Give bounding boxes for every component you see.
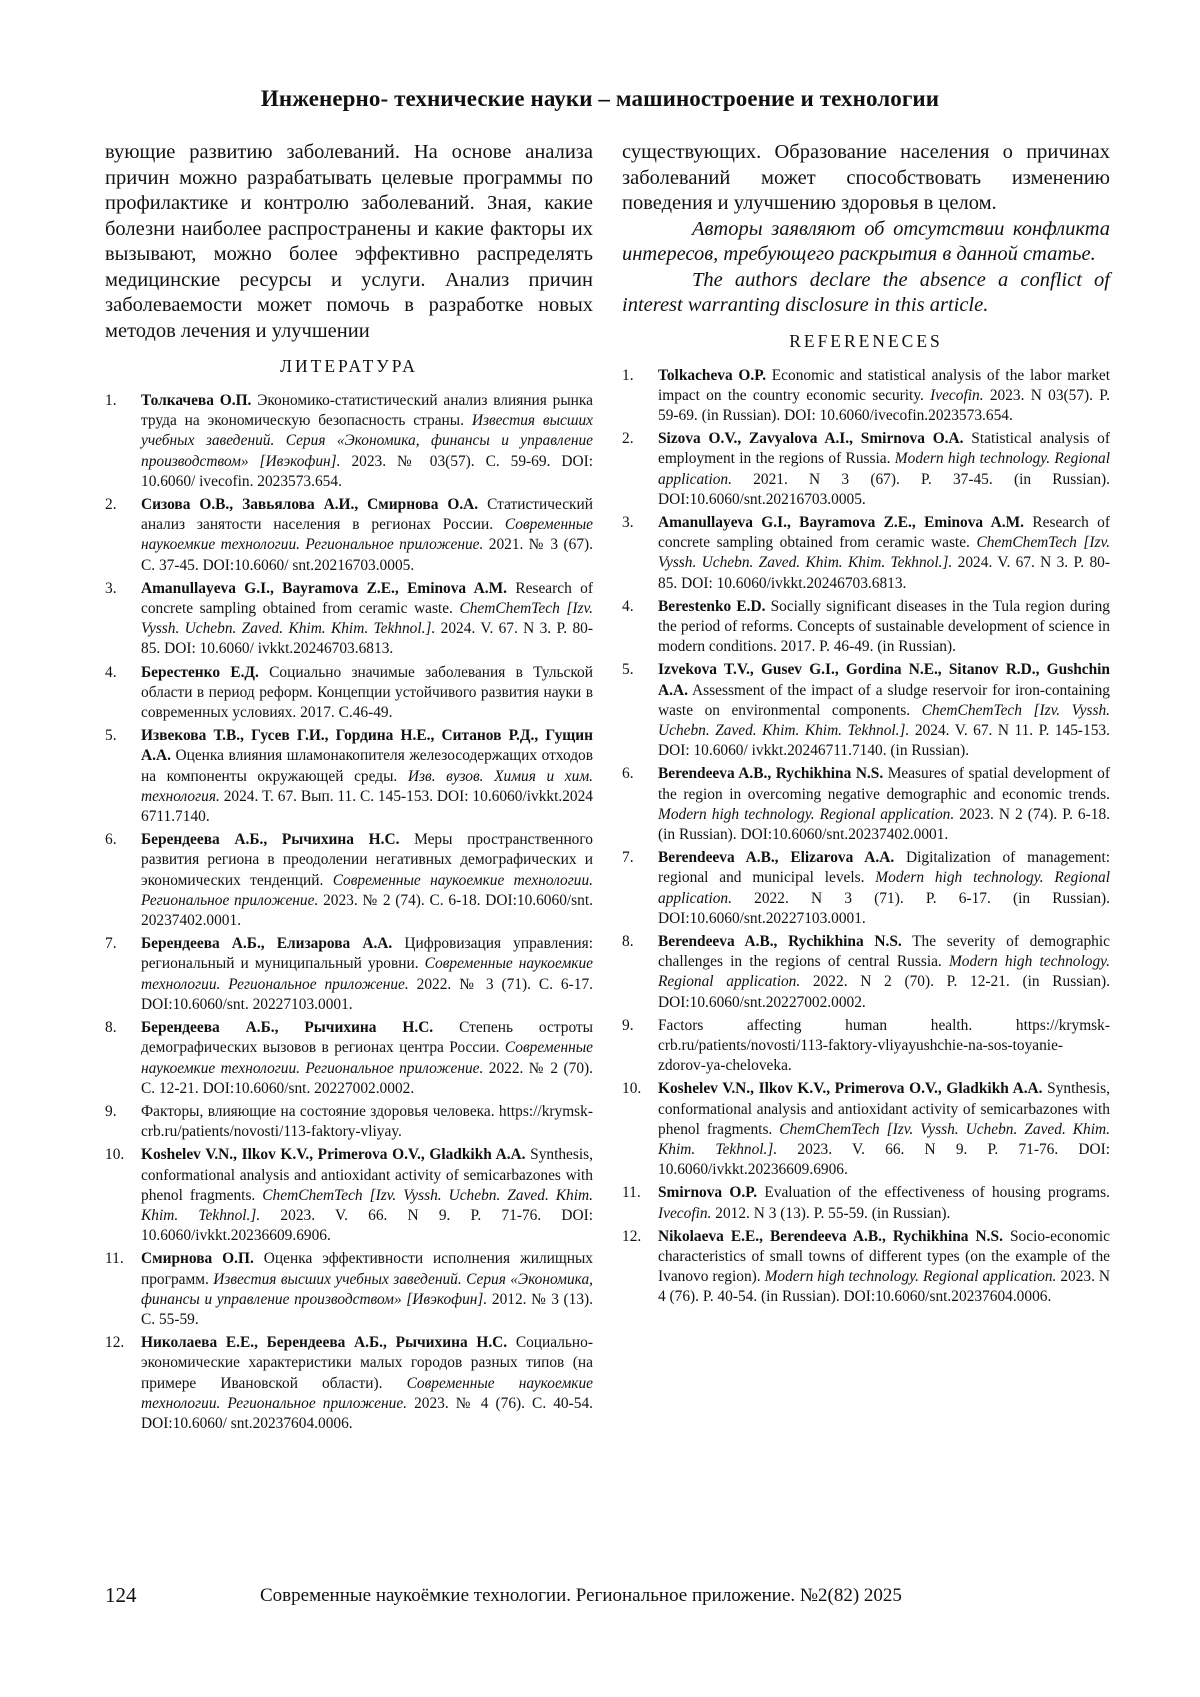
reference-item	[622, 764, 1110, 845]
reference-details: 2024. Т. 67. Вып. 11. С. 145-153. DOI: 10.6060/ivkkt.2024 6711.7140.	[141, 787, 593, 826]
literature-heading: ЛИТЕРАТУРА	[280, 356, 418, 376]
reference-item	[105, 391, 593, 492]
reference-authors: Berestenko E.D.	[658, 597, 766, 615]
reference-source: Modern high technology. Regional application.	[658, 869, 1110, 907]
reference-item	[622, 932, 1110, 1013]
reference-source: ChemChemTech [Izv. Vyssh. Uchebn. Zaved. Khim. Khim. Tekhnol.].	[658, 534, 1110, 572]
reference-text: Research of concrete sampling obtained from ceramic waste.	[141, 579, 593, 618]
reference-details: 2023. № 4 (76). С. 40-54. DOI:10.6060/ snt.20237604.0006.	[141, 1394, 593, 1432]
reference-source: ChemChemTech [Izv. Vyssh. Uchebn. Zaved. Khim. Khim. Tekhnol.].	[658, 701, 1110, 739]
reference-text: Степень остроты демографических вызовов в регионах центра России.	[141, 1019, 593, 1057]
journal-name: Современные наукоёмкие технологии. Региональное приложение. №2(82) 2025	[260, 1585, 902, 1606]
reference-number: 6.	[622, 765, 634, 783]
reference-item	[622, 848, 1110, 929]
reference-details: 2021. N 3 (67). P. 37-45. (in Russian). DOI:10.6060/snt.20216703.0005.	[658, 470, 1110, 508]
reference-details: 2021. № 3 (67). С. 37-45. DOI:10.6060/ snt.20216703.0005.	[141, 536, 593, 574]
reference-text: Assessment of the impact of a sludge reservoir for iron-containing waste on environmental components.	[658, 681, 1110, 719]
right-column	[622, 140, 1110, 1311]
reference-source: Изв. вузов. Химия и хим. технология.	[141, 767, 593, 805]
reference-text: Socio-economic characteristics of small towns of different types (on the example of the Ivanovo region).	[658, 1227, 1110, 1286]
page-header: Инженерно- технические науки – машиностроение и технологии	[260, 86, 940, 111]
reference-details: 2022. N 2 (70). P. 12-21. (in Russian). DOI:10.6060/snt.20227002.0002.	[658, 973, 1110, 1011]
reference-text: Statistical analysis of employment in the regions of Russia.	[658, 430, 1110, 468]
reference-number: 11.	[622, 1184, 641, 1202]
reference-item	[622, 429, 1110, 510]
reference-number: 12.	[105, 1334, 125, 1352]
reference-text: Меры пространственного развития региона в преодолении негативных демографических и экономических тенденций.	[141, 831, 594, 889]
reference-item	[105, 1102, 593, 1142]
reference-details: 2024. V. 67. N 3. P. 80-85. DOI: 10.6060/ivkkt.20246703.6813.	[658, 554, 1110, 592]
reference-item	[105, 663, 593, 724]
reference-details: 2023. № 2 (74). С. 6-18. DOI:10.6060/snt. 20237402.0001.	[141, 891, 593, 930]
reference-authors: Amanullayeva G.I., Bayramova Z.E., Eminova A.M.	[658, 513, 1024, 531]
reference-authors: Сизова О.В., Завьялова А.И., Смирнова О.А.	[141, 496, 479, 514]
reference-number: 8.	[105, 1019, 117, 1037]
reference-number: 7.	[622, 849, 634, 867]
reference-number: 3.	[105, 579, 117, 597]
reference-item	[622, 597, 1110, 658]
reference-details: 2022. N 3 (71). P. 6-17. (in Russian). DOI:10.6060/snt.20227103.0001.	[658, 889, 1110, 927]
reference-source: Современные наукоемкие технологии. Региональное приложение.	[141, 1374, 593, 1412]
reference-authors: Смирнова О.П.	[141, 1250, 254, 1268]
reference-details: 2023. V. 66. N 9. P. 71-76. DOI: 10.6060/ivkkt.20236609.6906.	[658, 1141, 1111, 1179]
reference-details: 2012. № 3 (13). С. 55-59.	[141, 1290, 593, 1328]
reference-item	[105, 934, 593, 1015]
reference-details: 2023. № 03(57). С. 59-69. DOI: 10.6060/ ivecofin. 2023573.654.	[141, 452, 593, 490]
reference-item	[105, 495, 593, 576]
reference-number: 5.	[622, 661, 634, 679]
reference-authors: Smirnova O.P.	[658, 1184, 758, 1202]
reference-number: 9.	[622, 1016, 634, 1034]
reference-number: 1.	[622, 366, 634, 384]
reference-text: Социально-экономические характеристики малых городов разных типов (на примере Ивановской области).	[141, 1334, 593, 1392]
reference-number: 12.	[622, 1227, 642, 1245]
reference-item	[105, 726, 593, 827]
reference-item	[622, 660, 1110, 761]
reference-text: Factors affecting human health. https://krymsk-crb.ru/patients/novosti/113-faktory-vliyayushchie-na-sos-toyanie-zdorov-ya-cheloveka.	[658, 1016, 1110, 1075]
reference-item	[622, 1183, 1110, 1223]
reference-text: Socially significant diseases in the Tula region during the period of reforms. Concepts of sustainable development of science in modern conditions. 2017. P. 46-49. (in Russian).	[658, 597, 1110, 656]
reference-text: Цифровизация управления: региональный и муниципальный уровни.	[141, 935, 593, 973]
reference-authors: Berendeeva A.B., Rychikhina N.S.	[658, 932, 902, 950]
reference-item	[622, 1016, 1110, 1077]
reference-text: Оценка эффективности исполнения жилищных программ.	[141, 1250, 593, 1288]
reference-details: 2023. V. 66. N 9. P. 71-76. DOI: 10.6060/ivkkt.20236609.6906.	[141, 1206, 594, 1245]
reference-details: 2023. N 03(57). P. 59-69. (in Russian). DOI: 10.6060/ivecofin.2023573.654.	[658, 386, 1110, 424]
reference-authors: Берендеева А.Б., Елизарова А.А.	[141, 935, 393, 953]
reference-source: Современные наукоемкие технологии. Региональное приложение.	[141, 871, 593, 909]
reference-source: Известия высших учебных заведений. Серия «Экономика, финансы и управление производством» [Ивэкофин].	[141, 1270, 593, 1308]
reference-item	[105, 1333, 593, 1434]
reference-source: Современные наукоемкие технологии. Региональное приложение.	[141, 1039, 593, 1077]
reference-text: Статистический анализ занятости населения в регионах России.	[141, 496, 593, 534]
reference-source: Ivecofin.	[658, 1204, 712, 1222]
reference-authors: Извекова Т.В., Гусев Г.И., Гордина Н.Е., Ситанов Р.Д., Гущин А.А.	[141, 727, 593, 765]
reference-number: 11.	[105, 1250, 124, 1268]
reference-authors: Берестенко Е.Д.	[141, 663, 259, 681]
reference-item	[105, 1145, 593, 1246]
left-column	[105, 140, 593, 1437]
reference-number: 6.	[105, 831, 117, 849]
reference-details: 2022. № 2 (70). С. 12-21. DOI:10.6060/snt. 20227002.0002.	[141, 1059, 593, 1097]
reference-source: Modern high technology. Regional application.	[764, 1268, 1057, 1286]
reference-text: Research of concrete sampling obtained from ceramic waste.	[658, 513, 1110, 552]
reference-item	[622, 513, 1110, 594]
reference-text: Economic and statistical analysis of the labor market impact on the country economic security.	[658, 366, 1110, 404]
reference-number: 5.	[105, 727, 117, 745]
references-heading: REFERENECES	[789, 330, 943, 351]
reference-number: 4.	[622, 597, 634, 615]
reference-authors: Izvekova T.V., Gusev G.I., Gordina N.E., Sitanov R.D., Gushchin A.A.	[658, 661, 1110, 699]
reference-authors: Толкачева О.П.	[141, 392, 252, 409]
reference-item	[622, 366, 1110, 427]
reference-item	[105, 579, 593, 660]
reference-details: 2022. № 3 (71). С. 6-17. DOI:10.6060/snt. 20227103.0001.	[141, 975, 593, 1013]
reference-text: Digitalization of management: regional and municipal levels.	[658, 849, 1110, 887]
reference-source: ChemChemTech [Izv. Vyssh. Uchebn. Zaved. Khim. Khim. Tekhnol.].	[141, 1186, 593, 1224]
reference-authors: Nikolaeva E.E., Berendeeva A.B., Rychikhina N.S.	[658, 1227, 1003, 1245]
page-number: 124	[105, 1583, 137, 1607]
reference-list-ru	[105, 391, 593, 1434]
reference-source: ChemChemTech [Izv. Vyssh. Uchebn. Zaved. Khim. Khim. Tekhnol.].	[658, 1120, 1110, 1159]
conflict-statement-ru: Авторы заявляют об отсутствии конфликта интересов, требующего раскрытия в данной статье.	[622, 217, 1110, 265]
reference-authors: Amanullayeva G.I., Bayramova Z.E., Eminova A.M.	[141, 579, 507, 597]
reference-details: 2023. N 2 (74). P. 6-18. (in Russian). DOI:10.6060/snt.20237402.0001.	[658, 805, 1110, 843]
reference-details: 2023. N 4 (76). P. 40-54. (in Russian). DOI:10.6060/snt.20237604.0006.	[658, 1268, 1110, 1306]
reference-source: Современные наукоемкие технологии. Региональное приложение.	[141, 516, 593, 554]
reference-text: Synthesis, conformational analysis and antioxidant activity of semicarbazones with phenol fragments.	[658, 1080, 1110, 1138]
reference-authors: Sizova O.V., Zavyalova A.I., Smirnova O.A.	[658, 430, 964, 448]
reference-number: 9.	[105, 1102, 117, 1120]
reference-text: Экономико-статистический анализ влияния рынка труда на экономическую безопасность страны.	[141, 392, 593, 430]
reference-number: 1.	[105, 392, 117, 409]
reference-text: Социально значимые заболевания в Тульской области в период реформ. Концепции устойчивого развития науки в современных условиях. 2017. С.46-49.	[141, 663, 593, 722]
reference-details: 2012. N 3 (13). P. 55-59. (in Russian).	[711, 1204, 951, 1222]
reference-source: Известия высших учебных заведений. Серия «Экономика, финансы и управление производством» [Ивэкофин].	[141, 412, 594, 470]
reference-source: Современные наукоемкие технологии. Региональное приложение.	[141, 955, 593, 993]
reference-text: Synthesis, conformational analysis and antioxidant activity of semicarbazones with phenol fragments.	[141, 1146, 593, 1204]
reference-text: Measures of spatial development of the region in overcoming negative demographic and economic trends.	[658, 765, 1110, 803]
body-paragraph: вующие развитию заболеваний. На основе анализа причин можно разрабатывать целевые программы по профилактике и контролю заболеваний. Зная, какие болезни наиболее распространены и какие факторы их вызывают, можно более эффективно распределять медицинские ресурсы и услуги. Анализ причин заболеваемости может помочь в разработке новых методов лечения и улучшении	[105, 141, 593, 342]
reference-item	[105, 1018, 593, 1099]
reference-authors: Tolkacheva O.P.	[658, 366, 767, 384]
reference-authors: Берендеева А.Б., Рычихина Н.С.	[141, 831, 400, 849]
reference-text: Оценка влияния шламонакопителя железосодержащих отходов на компоненты окружающей среды.	[141, 747, 593, 785]
reference-text: Факторы, влияющие на состояние здоровья человека. https://krymsk-crb.ru/patients/novosti/113-faktory-vliyay.	[141, 1102, 593, 1141]
reference-number: 2.	[105, 496, 117, 514]
body-paragraph: существующих. Образование населения о причинах заболеваний может способствовать изменению поведения и улучшению здоровья в целом.	[622, 141, 1110, 214]
reference-text: The severity of demographic challenges in the regions of central Russia.	[658, 932, 1110, 971]
reference-source: Ivecofin.	[930, 386, 984, 404]
reference-authors: Berendeeva A.B., Rychikhina N.S.	[658, 765, 884, 783]
reference-details: 2024. V. 67. N 11. P. 145-153. DOI: 10.6060/ ivkkt.20246711.7140. (in Russian).	[658, 721, 1110, 760]
reference-number: 8.	[622, 932, 634, 950]
reference-number: 3.	[622, 513, 634, 531]
reference-item	[622, 1079, 1110, 1180]
reference-authors: Николаева Е.Е., Берендеева А.Б., Рычихина Н.С.	[141, 1334, 508, 1352]
reference-number: 2.	[622, 430, 634, 448]
reference-list-en	[622, 366, 1110, 1308]
reference-source: Modern high technology. Regional application.	[658, 953, 1110, 991]
reference-authors: Koshelev V.N., Ilkov K.V., Primerova O.V., Gladkikh A.A.	[141, 1146, 526, 1164]
reference-text: Evaluation of the effectiveness of housing programs.	[757, 1184, 1110, 1202]
reference-number: 4.	[105, 663, 117, 681]
reference-details: 2024. V. 67. N 3. P. 80-85. DOI: 10.6060/ ivkkt.20246703.6813.	[141, 620, 593, 658]
reference-number: 7.	[105, 935, 117, 953]
reference-item	[105, 830, 593, 931]
reference-authors: Koshelev V.N., Ilkov K.V., Primerova O.V., Gladkikh A.A.	[658, 1080, 1043, 1098]
reference-item	[622, 1227, 1110, 1308]
reference-number: 10.	[622, 1080, 642, 1098]
conflict-statement-en: The authors declare the absence a conflict of interest warranting disclosure in this article.	[622, 268, 1110, 316]
reference-number: 10.	[105, 1146, 125, 1164]
reference-source: ChemChemTech [Izv. Vyssh. Uchebn. Zaved. Khim. Khim. Tekhnol.].	[141, 600, 593, 638]
reference-authors: Берендеева А.Б., Рычихина Н.С.	[141, 1019, 434, 1037]
reference-item	[105, 1249, 593, 1330]
reference-authors: Berendeeva A.B., Elizarova A.A.	[658, 849, 895, 867]
reference-source: Modern high technology. Regional application.	[658, 805, 955, 823]
reference-source: Modern high technology. Regional application.	[658, 450, 1110, 488]
